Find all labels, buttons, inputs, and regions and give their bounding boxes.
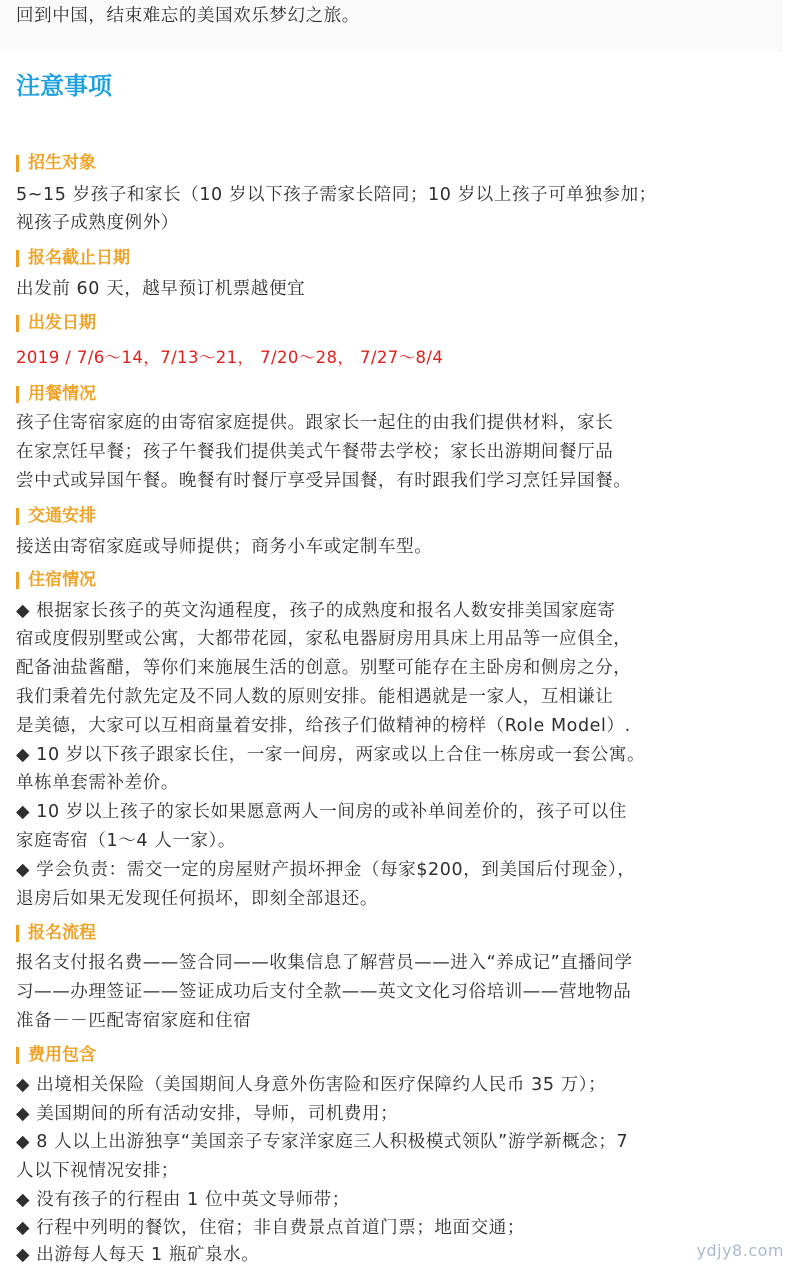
- heading-bar-icon: [16, 1047, 19, 1064]
- section-line: 退房后如果无发现任何损坏，即刻全部退还。: [16, 889, 378, 909]
- section-line: 尝中式或异国午餐。晚餐有时餐厅享受异国餐，有时跟我们学习烹饪异国餐。: [16, 471, 632, 491]
- section-line: 我们秉着先付款先定及不同人数的原则安排。能相遇就是一家人，互相谦让: [16, 687, 614, 707]
- section-line: 家庭寄宿（1～4 人一家）。: [16, 831, 236, 851]
- section-line: ◆ 美国期间的所有活动安排，导师，司机费用；: [16, 1104, 399, 1124]
- section-heading-enrollment: [16, 152, 96, 174]
- section-heading-label: 报名流程: [28, 923, 96, 943]
- section-heading-transport: [16, 505, 96, 527]
- section-line: 在家烹饪早餐；孩子午餐我们提供美式午餐带去学校；家长出游期间餐厅品: [16, 442, 614, 462]
- section-line: 报名支付报名费——签合同——收集信息了解营员——进入“养成记”直播间学: [16, 953, 633, 973]
- intro-band: [0, 0, 782, 52]
- section-line: ◆ 学会负责：需交一定的房屋财产损坏押金（每家$200，到美国后付现金），: [16, 860, 636, 880]
- section-heading-meals: [16, 383, 96, 405]
- section-heading-process: [16, 922, 96, 944]
- section-line: ◆ 根据家长孩子的英文沟通程度，孩子的成熟度和报名人数安排美国家庭寄: [16, 601, 616, 621]
- section-line: ◆ 8 人以上出游独享“美国亲子专家洋家庭三人积极模式领队”游学新概念；7: [16, 1132, 629, 1152]
- section-line: 是美德，大家可以互相商量着安排，给孩子们做精神的榜样（Role Model）.: [16, 716, 631, 736]
- section-heading-deadline: [16, 247, 130, 269]
- heading-bar-icon: [16, 572, 19, 589]
- heading-bar-icon: [16, 508, 19, 525]
- section-heading-label: 用餐情况: [28, 384, 96, 404]
- heading-bar-icon: [16, 155, 19, 172]
- section-line: 习——办理签证——签证成功后支付全款——英文文化习俗培训——营地物品: [16, 982, 632, 1002]
- heading-bar-icon: [16, 386, 19, 403]
- heading-bar-icon: [16, 250, 19, 267]
- section-heading-label: 费用包含: [28, 1045, 96, 1065]
- section-line: 视孩子成熟度例外）: [16, 213, 179, 233]
- heading-bar-icon: [16, 925, 19, 942]
- section-line: 宿或度假别墅或公寓，大都带花园，家私电器厨房用具床上用品等一应俱全，: [16, 629, 632, 649]
- section-heading-accommodation: [16, 569, 96, 591]
- watermark: ydjy8.com: [696, 1241, 784, 1260]
- departure-dates: 2019 / 7/6～14，7/13～21， 7/20～28， 7/27～8/4: [16, 348, 444, 367]
- section-heading-label: 出发日期: [28, 313, 96, 333]
- section-heading-label: 招生对象: [28, 153, 96, 173]
- section-line: 5~15 岁孩子和家长（10 岁以下孩子需家长陪同；10 岁以上孩子可单独参加；: [16, 185, 657, 205]
- section-line: ◆ 出境相关保险（美国期间人身意外伤害险和医疗保障约人民币 35 万）；: [16, 1075, 607, 1095]
- section-heading-label: 报名截止日期: [28, 248, 130, 268]
- section-line: ◆ 10 岁以上孩子的家长如果愿意两人一间房的或补单间差价的，孩子可以住: [16, 802, 627, 822]
- section-line: 接送由寄宿家庭或导师提供；商务小车或定制车型。: [16, 537, 433, 557]
- section-heading-departure: [16, 312, 96, 334]
- section-heading-label: 交通安排: [28, 506, 96, 526]
- notice-title: 注意事项: [16, 72, 112, 100]
- section-line: 准备－－匹配寄宿家庭和住宿: [16, 1011, 252, 1031]
- heading-bar-icon: [16, 315, 19, 332]
- section-heading-label: 住宿情况: [28, 570, 96, 590]
- intro-text: 回到中国，结束难忘的美国欢乐梦幻之旅。: [16, 6, 360, 26]
- section-line: ◆ 行程中列明的餐饮，住宿；非自费景点首道门票；地面交通；: [16, 1218, 525, 1238]
- section-line: ◆ 10 岁以下孩子跟家长住，一家一间房，两家或以上合住一栋房或一套公寓。: [16, 745, 646, 765]
- section-line: 人以下视情况安排；: [16, 1161, 179, 1181]
- section-line: 孩子住寄宿家庭的由寄宿家庭提供。跟家长一起住的由我们提供材料，家长: [16, 413, 614, 433]
- section-line: 单栋单套需补差价。: [16, 773, 179, 793]
- section-line: 配备油盐酱醋，等你们来施展生活的创意。别墅可能存在主卧房和侧房之分，: [16, 658, 632, 678]
- section-line: 出发前 60 天，越早预订机票越便宜: [16, 279, 306, 299]
- section-line: ◆ 没有孩子的行程由 1 位中英文导师带；: [16, 1190, 350, 1210]
- section-line: ◆ 出游每人每天 1 瓶矿泉水。: [16, 1245, 260, 1265]
- section-heading-fees: [16, 1044, 96, 1066]
